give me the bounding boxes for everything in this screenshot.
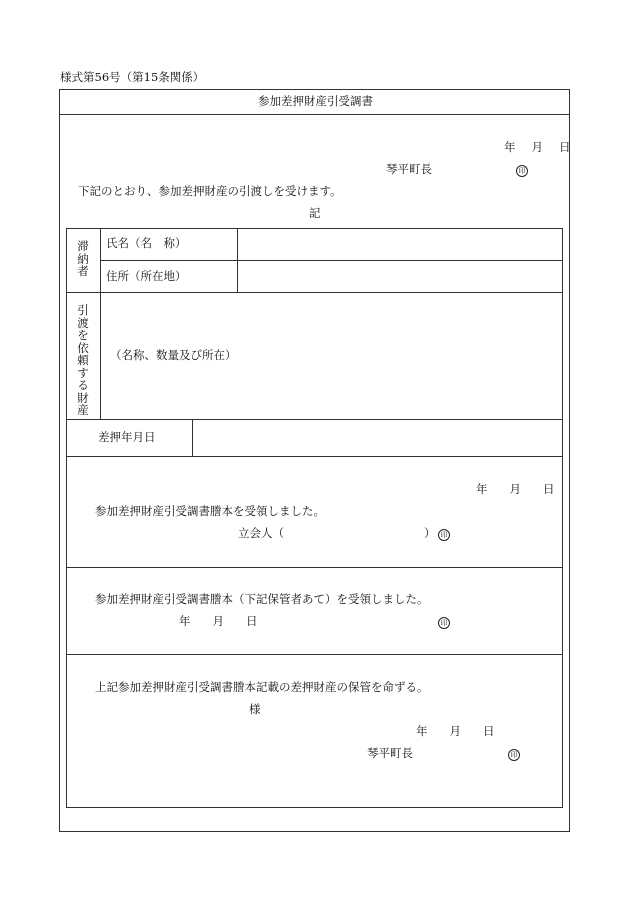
property-section-label: 引渡を依頼する財産 xyxy=(77,303,89,417)
name-label: 氏名（名 称） xyxy=(106,236,187,250)
witness-year: 年 xyxy=(476,482,488,496)
inner-frame xyxy=(66,228,563,808)
header-day: 日 xyxy=(559,140,571,154)
seal-icon: 印 xyxy=(508,749,520,761)
witness-section-divider xyxy=(66,567,563,568)
seizure-date-label: 差押年月日 xyxy=(98,430,156,444)
header-month: 月 xyxy=(531,140,543,154)
taxpayer-section-label: 滞納者 xyxy=(77,239,89,278)
custodian-day: 日 xyxy=(246,614,258,628)
name-row-divider xyxy=(100,260,563,261)
property-content-hint: （名称、数量及び所在） xyxy=(110,348,237,362)
taxpayer-section-divider xyxy=(66,292,563,293)
ki-label: 記 xyxy=(309,206,321,220)
witness-date xyxy=(476,484,555,496)
seal-icon: 印 xyxy=(516,165,528,177)
custody-statement: 上記参加差押財産引受調書謄本記載の差押財産の保管を命ずる。 xyxy=(95,680,429,694)
custodian-month: 月 xyxy=(212,614,224,628)
custody-date xyxy=(416,726,495,738)
witness-close: ） xyxy=(424,526,436,540)
label-column-divider xyxy=(100,228,101,419)
custodian-statement: 参加差押財産引受調書謄本（下記保管者あて）を受領しました。 xyxy=(95,592,429,606)
custody-seal xyxy=(508,748,520,761)
witness-month: 月 xyxy=(509,482,521,496)
custody-day: 日 xyxy=(483,724,495,738)
custody-month: 月 xyxy=(449,724,461,738)
header-seal xyxy=(516,164,528,177)
custodian-date xyxy=(179,616,258,628)
custody-honorific: 様 xyxy=(249,702,261,716)
witness-seal xyxy=(438,528,450,541)
seizure-date-section-divider xyxy=(66,456,563,457)
custodian-seal xyxy=(438,616,450,629)
title-divider xyxy=(59,114,570,115)
form-number: 様式第56号（第15条関係） xyxy=(60,70,205,84)
custodian-year: 年 xyxy=(179,614,191,628)
seizure-date-divider xyxy=(192,419,193,456)
property-section-divider xyxy=(66,419,563,420)
custody-year: 年 xyxy=(416,724,428,738)
header-statement: 下記のとおり、参加差押財産の引渡しを受けます。 xyxy=(78,184,342,198)
custodian-section-divider xyxy=(66,654,563,655)
seal-icon: 印 xyxy=(438,529,450,541)
header-date xyxy=(504,142,571,154)
form-title: 参加差押財産引受調書 xyxy=(258,94,373,108)
taxpayer-value-divider xyxy=(237,228,238,292)
header-year: 年 xyxy=(504,140,516,154)
witness-label: 立会人（ xyxy=(238,526,284,540)
witness-day: 日 xyxy=(543,482,555,496)
address-label: 住所（所在地） xyxy=(106,269,187,283)
custody-issuer: 琴平町長 xyxy=(367,746,413,760)
witness-statement: 参加差押財産引受調書謄本を受領しました。 xyxy=(95,504,325,518)
seal-icon: 印 xyxy=(438,617,450,629)
header-issuer: 琴平町長 xyxy=(386,162,432,176)
